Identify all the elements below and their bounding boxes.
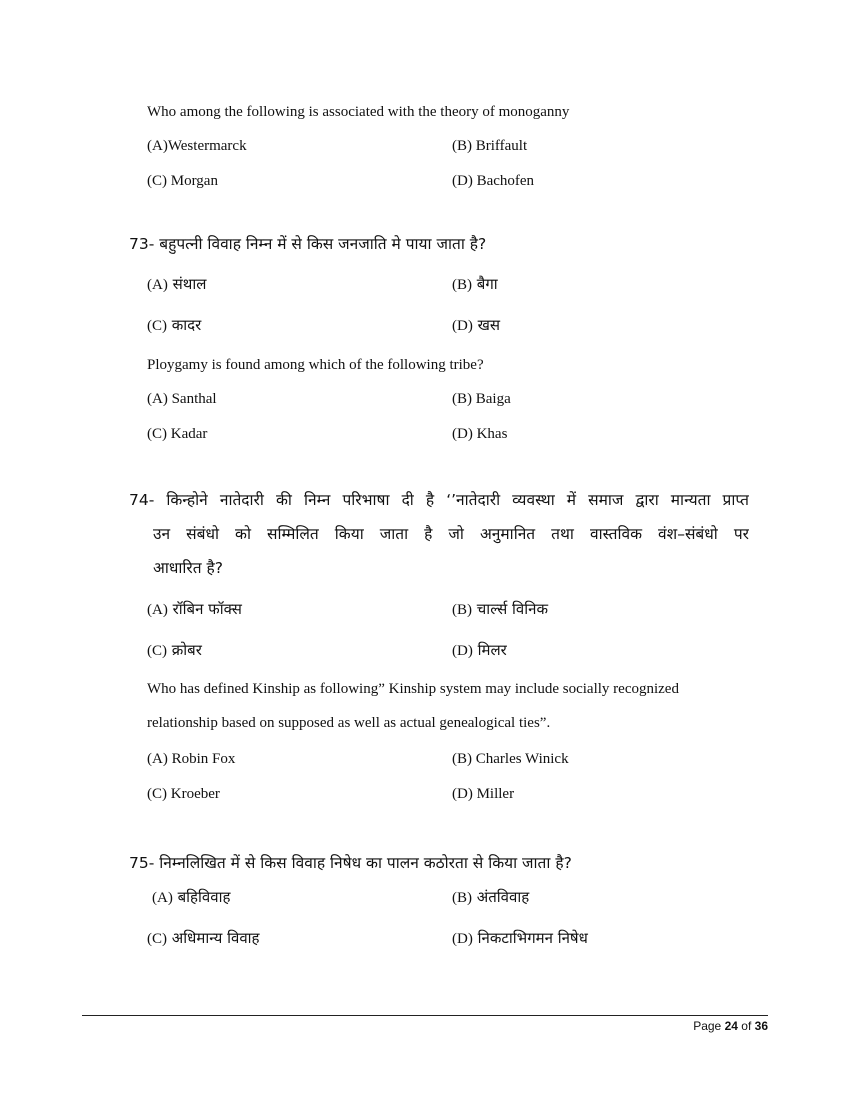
q74-hindi-option-a [147, 598, 242, 621]
option-text: कादर [171, 316, 202, 334]
total-pages: 36 [754, 1019, 768, 1033]
q73-option-c: (C) Kadar [147, 426, 208, 442]
option-text: खस [477, 316, 501, 334]
option-label: (B) [452, 277, 472, 293]
option-text: रॉबिन फॉक्स [172, 600, 242, 618]
q73-hindi-option-a [147, 273, 206, 296]
q74-hindi-option-b [452, 598, 548, 621]
q72-english-question: Who among the following is associated with the theory of monoganny [147, 104, 570, 120]
q72-option-b: (B) Briffault [452, 138, 528, 154]
option-label: (B) [452, 890, 472, 906]
q74-option-a: (A) Robin Fox [147, 751, 236, 767]
q74-option-c: (C) Kroeber [147, 786, 220, 802]
q72-option-c: (C) Morgan [147, 173, 218, 189]
of-word: of [741, 1019, 752, 1033]
option-text: बहिविवाह [177, 888, 231, 906]
option-text: चार्ल्स विनिक [476, 600, 548, 618]
q73-option-a: (A) Santhal [147, 391, 217, 407]
q73-english-question: Ploygamy is found among which of the following tribe? [147, 357, 484, 373]
q75-hindi-option-b [452, 886, 529, 909]
q74-hindi-option-d [452, 639, 507, 662]
q72-option-a: (A)Westermarck [147, 138, 247, 154]
q74-english-question-line-1: Who has defined Kinship as following” Kinship system may include socially recognized [147, 681, 679, 697]
page-number [693, 1019, 768, 1033]
footer-divider [82, 1015, 768, 1016]
option-label: (C) [147, 318, 167, 334]
q75-hindi-question: 75- निम्नलिखित में से किस विवाह निषेध का पालन कठोरता से किया जाता है? [129, 854, 572, 872]
option-label: (C) [147, 643, 167, 659]
option-label: (A) [152, 890, 173, 906]
q73-option-b: (B) Baiga [452, 391, 511, 407]
q73-hindi-question: 73- बहुपत्नी विवाह निम्न में से किस जनजाति मे पाया जाता है? [129, 235, 487, 253]
option-label: (D) [452, 931, 473, 947]
option-text: बैगा [476, 275, 498, 293]
q75-hindi-option-c [147, 927, 260, 950]
option-label: (A) [147, 602, 168, 618]
option-text: मिलर [477, 641, 507, 659]
q75-hindi-option-d [452, 927, 588, 950]
q72-option-d: (D) Bachofen [452, 173, 535, 189]
option-text: अंतविवाह [476, 888, 530, 906]
option-label: (C) [147, 931, 167, 947]
option-text: अधिमान्य विवाह [171, 929, 260, 947]
option-label: (D) [452, 318, 473, 334]
q73-option-d: (D) Khas [452, 426, 508, 442]
q74-option-b: (B) Charles Winick [452, 751, 569, 767]
current-page: 24 [724, 1019, 738, 1033]
q74-hindi-option-c [147, 639, 202, 662]
q73-hindi-option-d [452, 314, 500, 337]
q74-hindi-question-line-1: 74- किन्होने नातेदारी की निम्न परिभाषा दी है ‘’नातेदारी व्यवस्था में समाज द्वारा मान्यता प्राप्त [129, 491, 749, 509]
option-text: संथाल [172, 275, 207, 293]
q74-option-d: (D) Miller [452, 786, 515, 802]
option-label: (D) [452, 643, 473, 659]
option-label: (A) [147, 277, 168, 293]
option-text: निकटाभिगमन निषेध [477, 929, 588, 947]
q73-hindi-option-b [452, 273, 498, 296]
option-label: (B) [452, 602, 472, 618]
page-word: Page [693, 1019, 722, 1033]
q73-hindi-option-c [147, 314, 201, 337]
q74-hindi-question-line-2: उन संबंधो को सम्मिलित किया जाता है जो अनुमानित तथा वास्तविक वंश–संबंधो पर [153, 525, 749, 543]
q74-english-question-line-2: relationship based on supposed as well as actual genealogical ties”. [147, 715, 551, 731]
q75-hindi-option-a [152, 886, 230, 909]
q74-hindi-question-line-3: आधारित है? [153, 559, 223, 577]
option-text: क्रोबर [171, 641, 202, 659]
